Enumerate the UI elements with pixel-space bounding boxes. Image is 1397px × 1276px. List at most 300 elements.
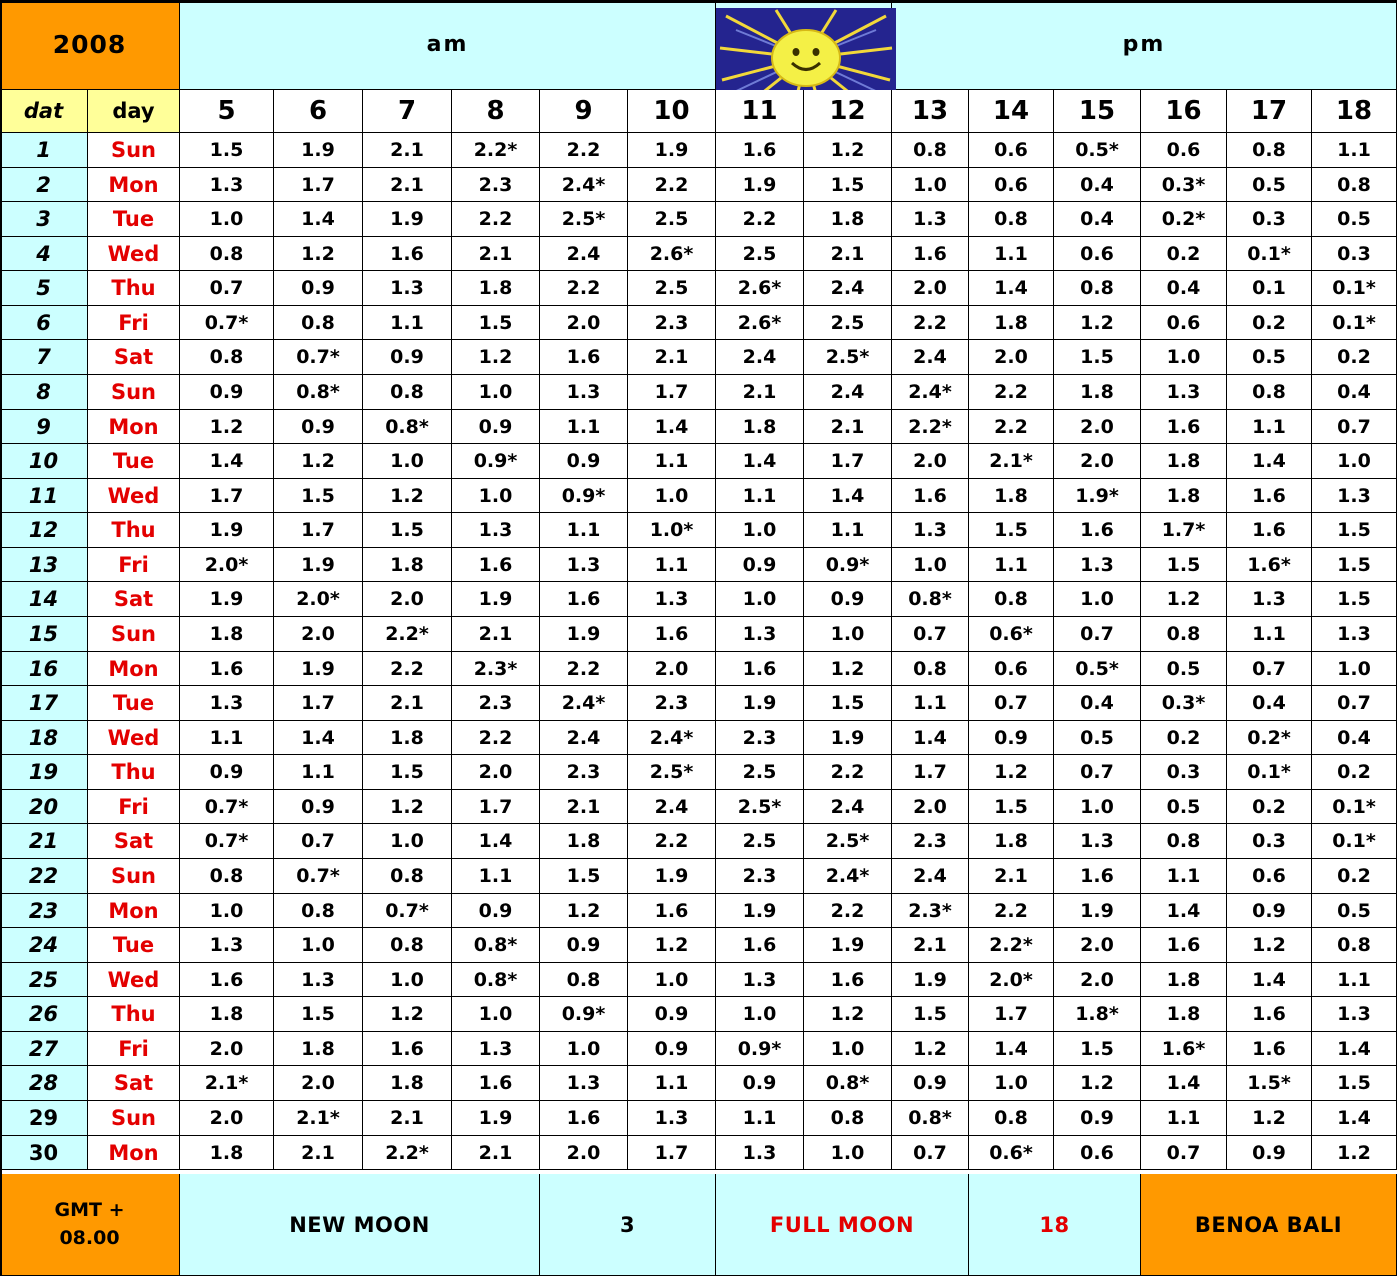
tide-value-cell: 1.9: [540, 617, 628, 652]
tide-value-cell: 1.2: [628, 928, 716, 963]
tide-value-cell: 0.8: [363, 928, 452, 963]
tide-value-cell: 1.6: [804, 963, 892, 997]
tide-value-cell: 1.5: [1312, 1066, 1397, 1101]
tide-value-cell: 0.9: [274, 790, 363, 824]
date-cell: 26: [0, 997, 88, 1032]
tide-value-cell: 1.1: [969, 237, 1054, 271]
tide-value-cell: 0.8: [1054, 271, 1141, 306]
tide-value-cell: 1.4: [1141, 1066, 1227, 1101]
tide-value-cell: 1.3: [628, 1101, 716, 1136]
tide-value-cell: 1.2: [804, 133, 892, 168]
date-cell: 30: [0, 1136, 88, 1170]
tide-value-cell: 1.8: [969, 306, 1054, 340]
tide-value-cell: 0.8*: [892, 582, 969, 617]
tide-value-cell: 1.0: [452, 479, 540, 513]
tide-value-cell: 1.5: [540, 859, 628, 894]
tide-value-cell: 1.8: [540, 824, 628, 859]
full-moon-day: 18: [969, 1174, 1141, 1276]
tide-value-cell: 1.6: [452, 1066, 540, 1101]
tide-value-cell: 1.4: [274, 721, 363, 755]
tide-value-cell: 1.3: [892, 202, 969, 237]
tide-value-cell: 1.4: [892, 721, 969, 755]
day-cell: Thu: [88, 513, 180, 548]
tide-value-cell: 1.2: [274, 237, 363, 271]
tide-value-cell: 1.0: [1312, 652, 1397, 686]
tide-value-cell: 0.6*: [969, 617, 1054, 652]
tide-value-cell: 2.5: [628, 202, 716, 237]
tide-value-cell: 2.6*: [716, 306, 804, 340]
tide-value-cell: 2.0: [892, 271, 969, 306]
tide-value-cell: 1.0: [892, 168, 969, 202]
tide-value-cell: 1.5: [274, 479, 363, 513]
tide-value-cell: 1.7: [892, 755, 969, 790]
tide-value-cell: 1.0: [716, 513, 804, 548]
tide-value-cell: 2.1: [969, 859, 1054, 894]
year-label: 2008: [0, 0, 180, 90]
tide-value-cell: 1.0: [180, 894, 274, 928]
tide-value-cell: 2.0: [180, 1032, 274, 1066]
tide-value-cell: 2.4*: [804, 859, 892, 894]
tide-value-cell: 2.1*: [180, 1066, 274, 1101]
tide-value-cell: 1.6: [1227, 479, 1312, 513]
tide-value-cell: 0.7: [1054, 617, 1141, 652]
date-cell: 15: [0, 617, 88, 652]
tide-value-cell: 1.9: [1054, 894, 1141, 928]
tide-value-cell: 2.0: [363, 582, 452, 617]
tide-value-cell: 1.9: [180, 513, 274, 548]
date-cell: 23: [0, 894, 88, 928]
tide-value-cell: 1.5: [804, 686, 892, 721]
tide-value-cell: 0.5*: [1054, 652, 1141, 686]
hour-header: 16: [1141, 90, 1227, 133]
hour-header: 17: [1227, 90, 1312, 133]
tide-value-cell: 0.7*: [274, 340, 363, 375]
tide-value-cell: 0.9: [716, 548, 804, 582]
tide-value-cell: 2.0*: [969, 963, 1054, 997]
tide-value-cell: 1.2: [1312, 1136, 1397, 1170]
tide-value-cell: 2.1*: [969, 444, 1054, 479]
tide-value-cell: 1.0: [274, 928, 363, 963]
date-cell: 27: [0, 1032, 88, 1066]
tide-value-cell: 1.3: [540, 375, 628, 410]
tide-value-cell: 1.5: [1054, 1032, 1141, 1066]
tide-value-cell: 2.0: [892, 790, 969, 824]
tide-value-cell: 1.8: [1141, 479, 1227, 513]
tide-value-cell: 0.8*: [452, 928, 540, 963]
tide-value-cell: 1.5: [804, 168, 892, 202]
tide-value-cell: 1.1: [452, 859, 540, 894]
tide-value-cell: 0.1*: [1312, 824, 1397, 859]
tide-value-cell: 1.1: [1141, 859, 1227, 894]
tide-value-cell: 0.9: [628, 1032, 716, 1066]
tide-value-cell: 0.7: [1054, 755, 1141, 790]
tide-value-cell: 1.6*: [1227, 548, 1312, 582]
tide-value-cell: 0.8*: [804, 1066, 892, 1101]
date-cell: 18: [0, 721, 88, 755]
tide-value-cell: 0.9: [452, 894, 540, 928]
tide-value-cell: 1.3: [180, 928, 274, 963]
tide-value-cell: 0.5: [1054, 721, 1141, 755]
tide-value-cell: 2.4: [804, 271, 892, 306]
date-cell: 28: [0, 1066, 88, 1101]
tide-value-cell: 1.2: [1054, 306, 1141, 340]
tide-value-cell: 2.4: [540, 237, 628, 271]
tide-value-cell: 1.7*: [1141, 513, 1227, 548]
tide-value-cell: 1.1: [628, 548, 716, 582]
tide-value-cell: 2.2*: [363, 1136, 452, 1170]
day-cell: Sun: [88, 1101, 180, 1136]
tide-value-cell: 0.4: [1312, 721, 1397, 755]
tide-value-cell: 2.2: [716, 202, 804, 237]
date-cell: 24: [0, 928, 88, 963]
tide-value-cell: 1.6: [363, 1032, 452, 1066]
date-cell: 21: [0, 824, 88, 859]
tide-value-cell: 2.3: [716, 859, 804, 894]
tide-value-cell: 1.2: [274, 444, 363, 479]
tide-value-cell: 1.3: [716, 963, 804, 997]
tide-value-cell: 0.5: [1227, 168, 1312, 202]
tide-value-cell: 1.6: [716, 928, 804, 963]
tide-value-cell: 2.0: [892, 444, 969, 479]
tide-value-cell: 0.4: [1141, 271, 1227, 306]
tide-value-cell: 0.8: [969, 1101, 1054, 1136]
tide-value-cell: 0.3: [1227, 202, 1312, 237]
tide-value-cell: 2.0: [1054, 410, 1141, 444]
tide-value-cell: 0.5*: [1054, 133, 1141, 168]
tide-value-cell: 0.8: [363, 375, 452, 410]
date-cell: 14: [0, 582, 88, 617]
tide-value-cell: 1.9: [716, 168, 804, 202]
tide-value-cell: 2.5: [628, 271, 716, 306]
tide-value-cell: 0.8: [804, 1101, 892, 1136]
tide-value-cell: 0.8: [1312, 168, 1397, 202]
tide-value-cell: 2.1: [804, 410, 892, 444]
day-cell: Sat: [88, 1066, 180, 1101]
tide-value-cell: 1.5: [1141, 548, 1227, 582]
tide-value-cell: 2.1: [716, 375, 804, 410]
tide-value-cell: 1.8: [716, 410, 804, 444]
tide-value-cell: 2.2: [969, 410, 1054, 444]
tide-value-cell: 2.0: [540, 306, 628, 340]
day-cell: Mon: [88, 168, 180, 202]
tide-value-cell: 0.8: [180, 237, 274, 271]
tide-value-cell: 1.4: [804, 479, 892, 513]
tide-value-cell: 2.5: [716, 755, 804, 790]
hour-header: 10: [628, 90, 716, 133]
date-cell: 29: [0, 1101, 88, 1136]
tide-value-cell: 1.4: [1227, 963, 1312, 997]
tide-value-cell: 1.5*: [1227, 1066, 1312, 1101]
tide-value-cell: 2.1: [540, 790, 628, 824]
tide-value-cell: 0.9*: [804, 548, 892, 582]
tide-value-cell: 1.1: [716, 1101, 804, 1136]
tide-value-cell: 1.1: [180, 721, 274, 755]
tide-value-cell: 1.2: [1227, 1101, 1312, 1136]
tide-value-cell: 0.9: [274, 271, 363, 306]
tide-value-cell: 1.8: [804, 202, 892, 237]
tide-value-cell: 1.9: [274, 133, 363, 168]
tide-value-cell: 0.9: [969, 721, 1054, 755]
tide-value-cell: 1.0: [452, 375, 540, 410]
tide-value-cell: 1.3: [1312, 479, 1397, 513]
tide-value-cell: 1.5: [1054, 340, 1141, 375]
tide-value-cell: 0.2: [1141, 237, 1227, 271]
tide-value-cell: 1.3: [452, 513, 540, 548]
tide-value-cell: 1.3: [892, 513, 969, 548]
tide-value-cell: 1.6: [363, 237, 452, 271]
tide-value-cell: 0.9*: [452, 444, 540, 479]
tide-value-cell: 2.4: [892, 340, 969, 375]
tide-value-cell: 1.3: [716, 1136, 804, 1170]
date-cell: 25: [0, 963, 88, 997]
tide-value-cell: 1.1: [1227, 410, 1312, 444]
tide-value-cell: 1.5: [969, 790, 1054, 824]
day-cell: Sat: [88, 824, 180, 859]
tide-value-cell: 1.4: [1227, 444, 1312, 479]
tide-value-cell: 0.8: [180, 859, 274, 894]
tide-value-cell: 1.2: [180, 410, 274, 444]
tide-value-cell: 2.2*: [452, 133, 540, 168]
hour-header: 18: [1312, 90, 1397, 133]
tide-value-cell: 0.8: [1141, 824, 1227, 859]
tide-value-cell: 1.0: [628, 479, 716, 513]
tide-value-cell: 0.6: [1054, 1136, 1141, 1170]
tide-value-cell: 2.4*: [540, 168, 628, 202]
day-cell: Fri: [88, 790, 180, 824]
date-cell: 7: [0, 340, 88, 375]
tide-value-cell: 0.2: [1312, 859, 1397, 894]
tide-value-cell: 1.1: [540, 410, 628, 444]
tide-value-cell: 1.4: [716, 444, 804, 479]
tide-value-cell: 1.4: [1312, 1101, 1397, 1136]
day-header: day: [88, 90, 180, 133]
date-cell: 2: [0, 168, 88, 202]
tide-value-cell: 2.2: [804, 894, 892, 928]
tide-value-cell: 2.4*: [628, 721, 716, 755]
tide-value-cell: 1.8: [274, 1032, 363, 1066]
tide-value-cell: 1.9: [452, 1101, 540, 1136]
tide-value-cell: 2.6*: [716, 271, 804, 306]
tide-value-cell: 1.0: [969, 1066, 1054, 1101]
tide-value-cell: 1.6: [1227, 513, 1312, 548]
tide-value-cell: 2.3: [628, 306, 716, 340]
tide-value-cell: 2.2: [452, 721, 540, 755]
tide-value-cell: 0.2: [1227, 790, 1312, 824]
tide-value-cell: 1.6: [892, 237, 969, 271]
tide-value-cell: 2.0*: [274, 582, 363, 617]
tide-value-cell: 1.9: [804, 721, 892, 755]
tide-value-cell: 1.0: [892, 548, 969, 582]
tide-value-cell: 0.8: [1227, 133, 1312, 168]
tide-value-cell: 1.1: [1227, 617, 1312, 652]
tide-value-cell: 0.4: [1054, 168, 1141, 202]
date-cell: 9: [0, 410, 88, 444]
tide-value-cell: 0.3*: [1141, 686, 1227, 721]
tide-value-cell: 2.4: [540, 721, 628, 755]
tide-value-cell: 1.9: [804, 928, 892, 963]
tide-value-cell: 1.5: [180, 133, 274, 168]
tide-value-cell: 1.3: [1312, 617, 1397, 652]
tide-value-cell: 1.8: [1141, 444, 1227, 479]
day-cell: Sat: [88, 582, 180, 617]
tide-value-cell: 1.3: [540, 1066, 628, 1101]
tide-value-cell: 2.2: [969, 894, 1054, 928]
tide-value-cell: 0.8*: [363, 410, 452, 444]
tide-value-cell: 0.5: [1312, 202, 1397, 237]
tide-value-cell: 1.0: [180, 202, 274, 237]
tide-value-cell: 0.1*: [1227, 755, 1312, 790]
tide-value-cell: 2.2: [892, 306, 969, 340]
tide-value-cell: 1.3: [716, 617, 804, 652]
tide-value-cell: 0.6: [1227, 859, 1312, 894]
tide-value-cell: 1.8: [969, 479, 1054, 513]
tide-value-cell: 1.9: [452, 582, 540, 617]
tide-value-cell: 0.9: [363, 340, 452, 375]
tide-value-cell: 1.8: [363, 548, 452, 582]
tide-value-cell: 1.2: [804, 997, 892, 1032]
tide-value-cell: 1.4: [628, 410, 716, 444]
tide-value-cell: 1.9: [363, 202, 452, 237]
tide-value-cell: 0.5: [1227, 340, 1312, 375]
tide-value-cell: 1.5: [892, 997, 969, 1032]
tide-value-cell: 0.9: [452, 410, 540, 444]
tide-value-cell: 1.9: [180, 582, 274, 617]
tide-value-cell: 2.2: [452, 202, 540, 237]
date-cell: 13: [0, 548, 88, 582]
tide-value-cell: 0.8: [274, 306, 363, 340]
tide-value-cell: 2.0: [274, 1066, 363, 1101]
tide-value-cell: 0.6: [1141, 133, 1227, 168]
tide-value-cell: 0.7*: [363, 894, 452, 928]
tide-value-cell: 1.9: [892, 963, 969, 997]
tide-value-cell: 1.1: [628, 1066, 716, 1101]
tide-value-cell: 0.8: [274, 894, 363, 928]
tide-value-cell: 0.9: [540, 928, 628, 963]
hour-header: 11: [716, 90, 804, 133]
tide-value-cell: 2.4: [804, 790, 892, 824]
tide-value-cell: 2.0*: [180, 548, 274, 582]
tide-value-cell: 0.7*: [180, 824, 274, 859]
tide-value-cell: 2.0: [1054, 928, 1141, 963]
tide-value-cell: 1.1: [1312, 133, 1397, 168]
tide-value-cell: 1.2: [363, 997, 452, 1032]
tide-value-cell: 1.6*: [1141, 1032, 1227, 1066]
tide-value-cell: 2.4: [628, 790, 716, 824]
tide-value-cell: 1.0: [452, 997, 540, 1032]
day-cell: Tue: [88, 686, 180, 721]
day-cell: Fri: [88, 548, 180, 582]
tide-value-cell: 1.9: [274, 652, 363, 686]
tide-value-cell: 2.5*: [716, 790, 804, 824]
tide-value-cell: 2.3: [628, 686, 716, 721]
tide-value-cell: 1.0: [1054, 582, 1141, 617]
tide-value-cell: 0.8: [180, 340, 274, 375]
tide-value-cell: 1.3: [180, 168, 274, 202]
tide-value-cell: 0.7: [969, 686, 1054, 721]
date-cell: 19: [0, 755, 88, 790]
tide-value-cell: 1.3: [628, 582, 716, 617]
tide-value-cell: 2.2: [804, 755, 892, 790]
tide-value-cell: 2.0: [540, 1136, 628, 1170]
date-cell: 17: [0, 686, 88, 721]
tide-value-cell: 2.2: [628, 168, 716, 202]
tide-value-cell: 2.4*: [540, 686, 628, 721]
tide-value-cell: 2.4*: [892, 375, 969, 410]
date-cell: 8: [0, 375, 88, 410]
tide-value-cell: 0.8: [363, 859, 452, 894]
tide-value-cell: 1.1: [1312, 963, 1397, 997]
tide-value-cell: 2.1: [363, 1101, 452, 1136]
tide-value-cell: 2.5*: [804, 340, 892, 375]
tide-value-cell: 1.9: [628, 859, 716, 894]
tide-value-cell: 2.1: [452, 237, 540, 271]
tide-value-cell: 0.7*: [180, 306, 274, 340]
tide-value-cell: 0.8*: [892, 1101, 969, 1136]
tide-value-cell: 0.9: [716, 1066, 804, 1101]
tide-value-cell: 1.1: [969, 548, 1054, 582]
tide-value-cell: 0.6: [1054, 237, 1141, 271]
tide-value-cell: 2.2*: [363, 617, 452, 652]
hour-header: 9: [540, 90, 628, 133]
tide-value-cell: 2.1: [804, 237, 892, 271]
date-cell: 16: [0, 652, 88, 686]
day-cell: Mon: [88, 410, 180, 444]
tide-value-cell: 0.9: [274, 410, 363, 444]
tide-value-cell: 0.7: [1312, 410, 1397, 444]
tide-value-cell: 2.1: [892, 928, 969, 963]
tide-value-cell: 2.2*: [892, 410, 969, 444]
day-cell: Thu: [88, 271, 180, 306]
tide-value-cell: 1.9: [274, 548, 363, 582]
tide-value-cell: 1.6: [180, 963, 274, 997]
tide-value-cell: 1.6: [1054, 513, 1141, 548]
tide-value-cell: 1.0: [363, 963, 452, 997]
tide-value-cell: 1.0: [716, 582, 804, 617]
tide-value-cell: 1.2: [1054, 1066, 1141, 1101]
tide-value-cell: 1.7: [452, 790, 540, 824]
tide-value-cell: 1.1: [628, 444, 716, 479]
hour-header: 5: [180, 90, 274, 133]
tide-value-cell: 2.0: [1054, 444, 1141, 479]
am-label: am: [180, 0, 716, 90]
day-cell: Thu: [88, 997, 180, 1032]
tide-value-cell: 0.9: [892, 1066, 969, 1101]
tide-value-cell: 1.6: [716, 652, 804, 686]
tide-value-cell: 2.3*: [452, 652, 540, 686]
tide-value-cell: 1.8: [452, 271, 540, 306]
tide-value-cell: 1.5: [1312, 548, 1397, 582]
day-cell: Tue: [88, 202, 180, 237]
tide-value-cell: 2.4: [804, 375, 892, 410]
day-cell: Mon: [88, 652, 180, 686]
tide-value-cell: 1.6: [716, 133, 804, 168]
tide-value-cell: 0.3*: [1141, 168, 1227, 202]
tide-value-cell: 0.4: [1227, 686, 1312, 721]
tide-value-cell: 0.7: [180, 271, 274, 306]
hour-header: 14: [969, 90, 1054, 133]
hour-header: 7: [363, 90, 452, 133]
tide-value-cell: 2.1: [274, 1136, 363, 1170]
tide-value-cell: 1.5: [1312, 582, 1397, 617]
tide-value-cell: 0.1*: [1312, 271, 1397, 306]
tide-value-cell: 0.9: [804, 582, 892, 617]
tide-value-cell: 2.1: [628, 340, 716, 375]
tide-value-cell: 1.5: [1312, 513, 1397, 548]
tide-value-cell: 1.0: [716, 997, 804, 1032]
tide-value-cell: 0.6: [969, 133, 1054, 168]
tide-value-cell: 0.6*: [969, 1136, 1054, 1170]
hour-header: 13: [892, 90, 969, 133]
